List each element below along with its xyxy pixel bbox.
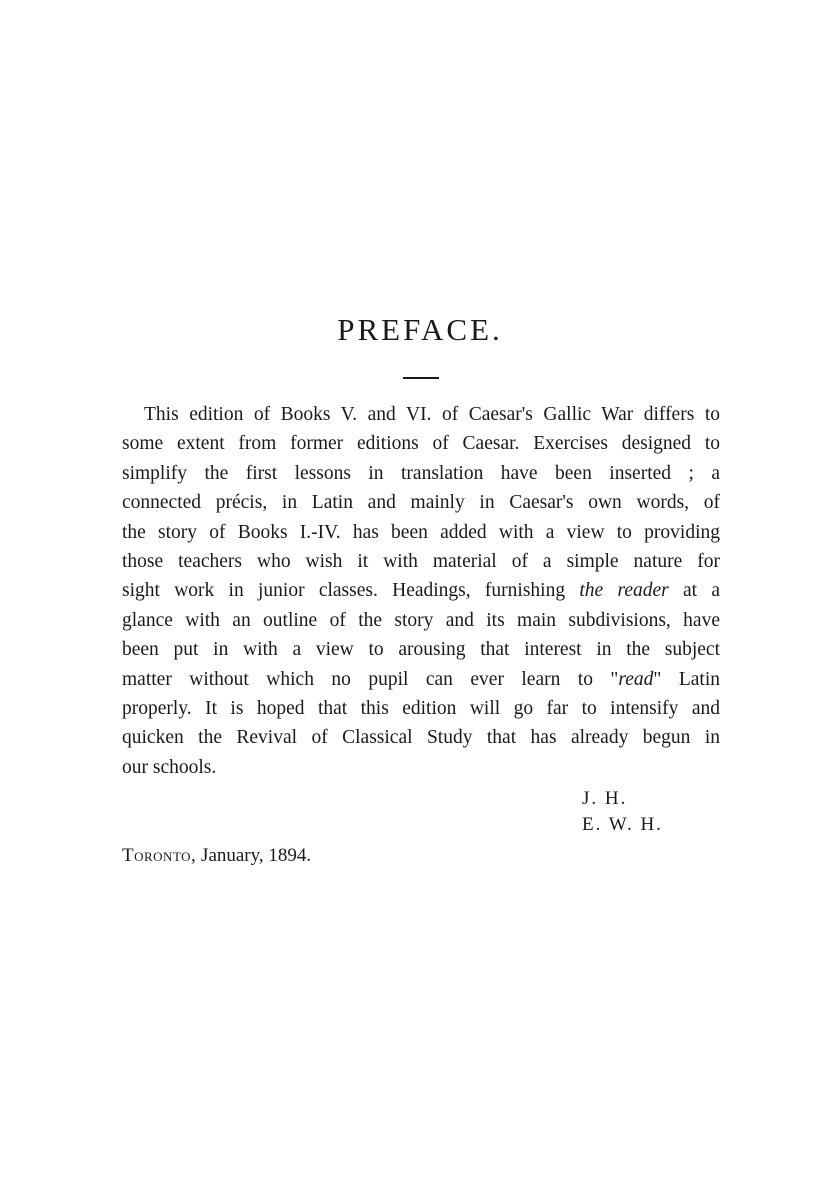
- paragraph-text: the story of Books I.-IV. has been added with a view to providing: [122, 521, 720, 543]
- paragraph-line-5: [122, 518, 720, 547]
- paragraph-text: been put in with a view to arousing that interest in the subject: [122, 639, 720, 661]
- paragraph-line-7: [122, 576, 720, 605]
- paragraph-text: This edition of Books V. and VI. of Caesar's Gallic War differs to: [144, 404, 720, 425]
- signature-initials-2: E. W. H.: [582, 814, 663, 835]
- paragraph-text: sight work in junior classes. Headings, furnishing: [122, 580, 566, 602]
- dateline-date: January, 1894.: [201, 845, 312, 866]
- paragraph-text: quicken the Revival of Classical Study that has already begun in: [122, 727, 720, 749]
- paragraph-line-8: [122, 606, 720, 635]
- italic-phrase: the reader: [579, 580, 669, 602]
- paragraph-text: glance with an outline of the story and its main subdivisions, have: [122, 609, 720, 631]
- page-title: PREFACE.: [337, 312, 503, 347]
- paragraph-text: at a: [683, 580, 720, 602]
- italic-word: read: [618, 668, 654, 690]
- signature-initials-1: J. H.: [582, 788, 628, 809]
- paragraph-text: " Latin: [653, 668, 720, 690]
- title-rule: [403, 377, 439, 379]
- paragraph-text: properly. It is hoped that this edition will go far to intensify and: [122, 697, 720, 719]
- paragraph-text: simplify the first lessons in translation have been inserted ; a: [122, 462, 720, 484]
- paragraph-line-13: [122, 753, 720, 782]
- paragraph-line-10: [122, 665, 720, 694]
- paragraph-text: matter without which no pupil can ever learn to ": [122, 668, 619, 690]
- paragraph-line-6: [122, 547, 720, 576]
- preface-paragraph: [122, 400, 720, 782]
- paragraph-text: those teachers who wish it with material of a simple nature for: [122, 550, 720, 572]
- paragraph-line-4: [122, 488, 720, 517]
- paragraph-line-3: [122, 459, 720, 488]
- paragraph-text: some extent from former editions of Caesar. Exercises designed to: [122, 433, 720, 455]
- dateline-place: Toronto,: [122, 845, 197, 866]
- paragraph-line-12: [122, 723, 720, 752]
- paragraph-line-9: [122, 635, 720, 664]
- paragraph-line-1: [122, 400, 720, 429]
- paragraph-text: our schools.: [122, 756, 217, 778]
- paragraph-line-11: [122, 694, 720, 723]
- paragraph-text: connected précis, in Latin and mainly in Caesar's own words, of: [122, 492, 720, 514]
- paragraph-line-2: [122, 429, 720, 458]
- dateline: [122, 845, 311, 867]
